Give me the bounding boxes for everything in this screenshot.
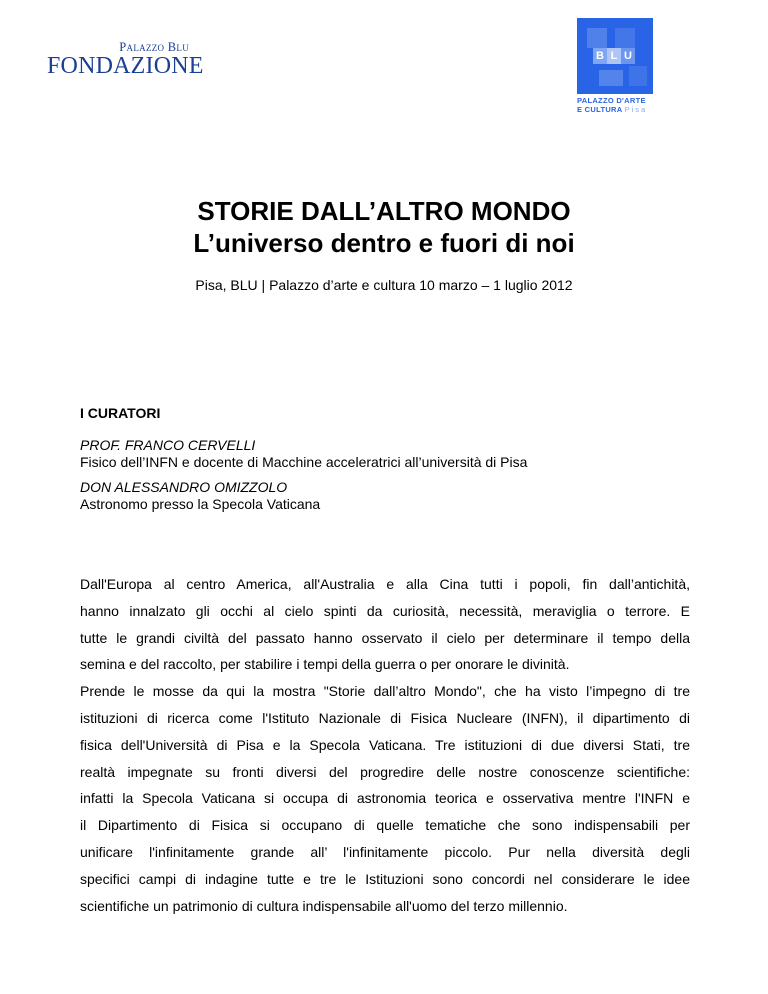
logo-square (629, 66, 647, 86)
body-paragraph (80, 571, 690, 919)
exhibition-dates: Pisa, BLU | Palazzo d’arte e cultura 10 marzo – 1 luglio 2012 (195, 277, 573, 293)
curator-name: DON ALESSANDRO OMIZZOLO (80, 479, 288, 495)
main-title: STORIE DALL’ALTRO MONDO (197, 196, 571, 226)
body-line: unificare l'infinitamente grande all’ l'infinitamente piccolo. Pur nella diversità degli (80, 843, 690, 860)
body-line: tutte le grandi civiltà del passato hanno osservato il cielo per determinare il tempo della (80, 629, 690, 646)
body-line: fisica dell'Università di Pisa e la Specola Vaticana. Tre istituzioni di due diversi Stati, tre (80, 736, 690, 753)
blu-caption-line2 (577, 105, 647, 114)
blu-letter-b: B (593, 48, 607, 64)
main-subtitle-title: L’universo dentro e fuori di noi (193, 228, 575, 258)
body-line: Dall'Europa al centro America, all'Australia e alla Cina tutti i popoli, fin dall’antichità, (80, 576, 690, 592)
logo-square (587, 28, 607, 48)
curator-description: Fisico dell’INFN e docente di Macchine acceleratrici all’università di Pisa (80, 454, 528, 470)
logo-square (615, 28, 635, 48)
blu-caption-pisa: Pisa (624, 105, 648, 114)
body-line: scientifiche un patrimonio di cultura indispensabile all'uomo del terzo millennio. (80, 897, 568, 914)
curator-description: Astronomo presso la Specola Vaticana (80, 496, 321, 512)
body-line: infatti la Specola Vaticana si occupa di astronomia teorica e osservativa mentre l'INFN e (80, 790, 690, 807)
fondazione-logo (47, 40, 204, 79)
body-line: il Dipartimento di Fisica si occupano di quelle tematiche che sono indispensabili per (80, 817, 690, 834)
fondazione-logo-top: Palazzo Blu (119, 40, 189, 54)
blu-letter-l: L (607, 48, 621, 64)
blu-letter-u: U (621, 48, 635, 64)
curator-name: PROF. FRANCO CERVELLI (80, 437, 256, 453)
logo-square (599, 70, 623, 86)
curatori-heading: I CURATORI (80, 405, 161, 421)
body-line: realtà impegnate su fronti diversi del progredire delle nostre conoscenze scientifiche: (80, 763, 690, 780)
blu-logo-letters (593, 48, 635, 64)
body-line: specifici campi di indagine tutte e tre le Istituzioni sono concordi nel considerare le idee (80, 870, 690, 887)
blu-logo-caption (577, 96, 647, 114)
body-line: semina e del raccolto, per stabilire i tempi della guerra o per onorare le divinità. (80, 656, 570, 673)
body-line: hanno innalzato gli occhi al cielo spinti da curiosità, necessità, meraviglia o terrore. E (80, 602, 690, 619)
body-line: Prende le mosse da qui la mostra "Storie dall’altro Mondo", che ha visto l’impegno di tre (80, 683, 690, 700)
blu-caption-line1: PALAZZO D'ARTE (577, 96, 646, 105)
fondazione-logo-main: FONDAZIONE (47, 53, 204, 79)
body-line: istituzioni di ricerca come l'Istituto Nazionale di Fisica Nucleare (INFN), il dipartimento di (80, 709, 690, 726)
blu-caption-cultura: E CULTURA (577, 105, 623, 114)
blu-logo (577, 18, 653, 94)
